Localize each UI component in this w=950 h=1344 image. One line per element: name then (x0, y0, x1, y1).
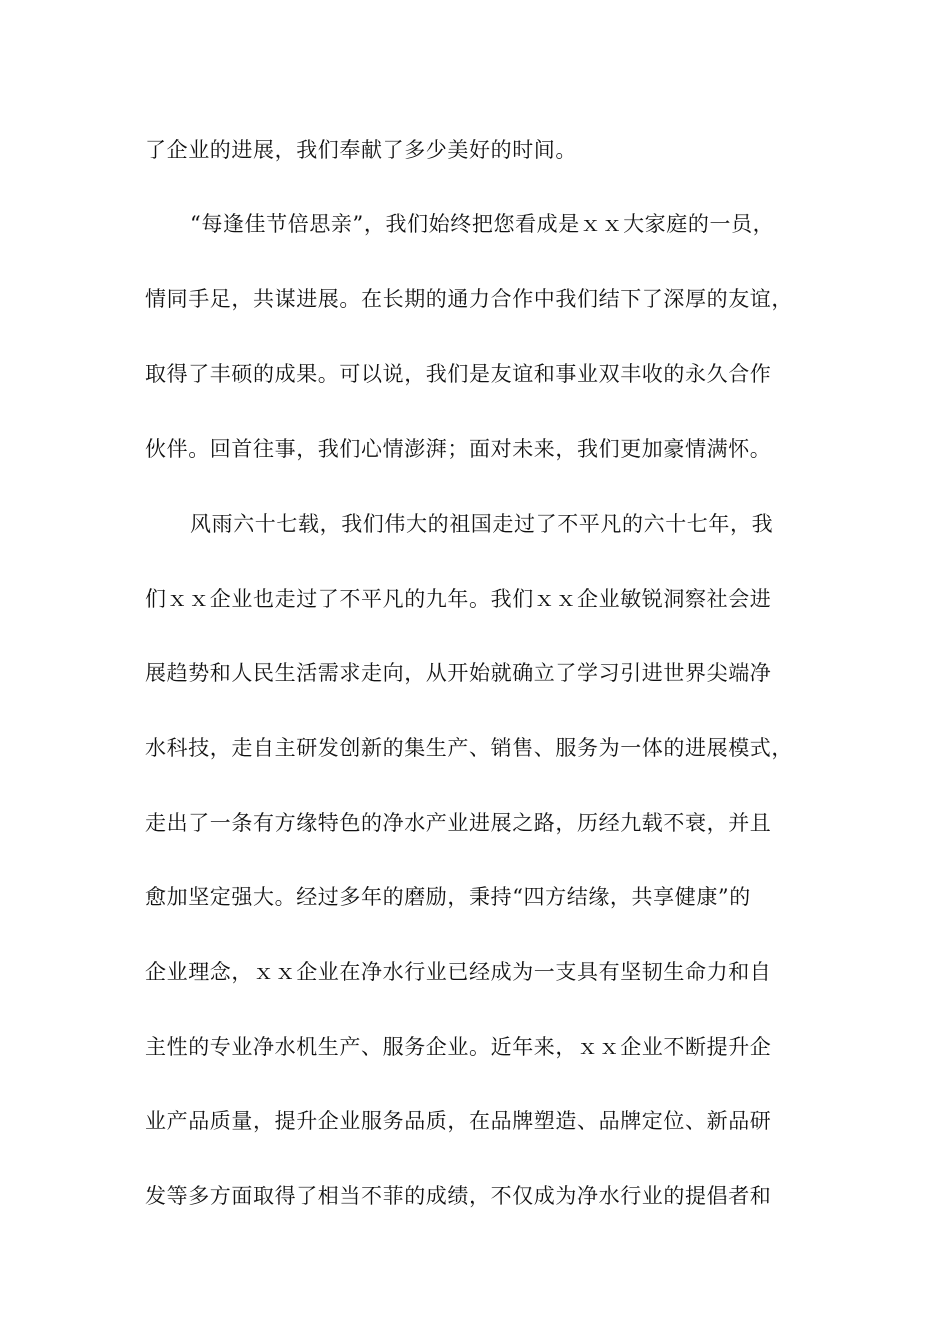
text-line: 取得了丰硕的成果。可以说，我们是友谊和事业双丰收的永久合作 (145, 362, 772, 386)
text-line: 走出了一条有方缘特色的净水产业进展之路，历经九载不衰，并且 (145, 811, 772, 835)
text-line: 了企业的进展，我们奉献了多少美好的时间。 (145, 138, 577, 162)
text-line: 展趋势和人民生活需求走向，从开始就确立了学习引进世界尖端净 (145, 661, 772, 685)
text-line: 情同手足，共谋进展。在长期的通力合作中我们结下了深厚的友谊， (145, 287, 793, 311)
text-line: 业产品质量，提升企业服务品质，在品牌塑造、品牌定位、新品研 (145, 1109, 772, 1133)
text-line: 们ｘｘ企业也走过了不平凡的九年。我们ｘｘ企业敏锐洞察社会进 (145, 587, 772, 611)
text-line: 愈加坚定强大。经过多年的磨励，秉持“四方结缘，共享健康”的 (145, 885, 751, 909)
text-line: 主性的专业净水机生产、服务企业。近年来，ｘｘ企业不断提升企 (145, 1035, 772, 1059)
text-line: 企业理念，ｘｘ企业在净水行业已经成为一支具有坚韧生命力和自 (145, 960, 772, 984)
text-line: 风雨六十七载，我们伟大的祖国走过了不平凡的六十七年，我 (190, 512, 774, 536)
text-line: “每逢佳节倍思亲”，我们始终把您看成是ｘｘ大家庭的一员， (190, 212, 775, 236)
text-line: 水科技，走自主研发创新的集生产、销售、服务为一体的进展模式， (145, 736, 793, 760)
text-line: 发等多方面取得了相当不菲的成绩，不仅成为净水行业的提倡者和 (145, 1184, 772, 1208)
text-line: 伙伴。回首往事，我们心情澎湃；面对未来，我们更加豪情满怀。 (145, 437, 772, 461)
